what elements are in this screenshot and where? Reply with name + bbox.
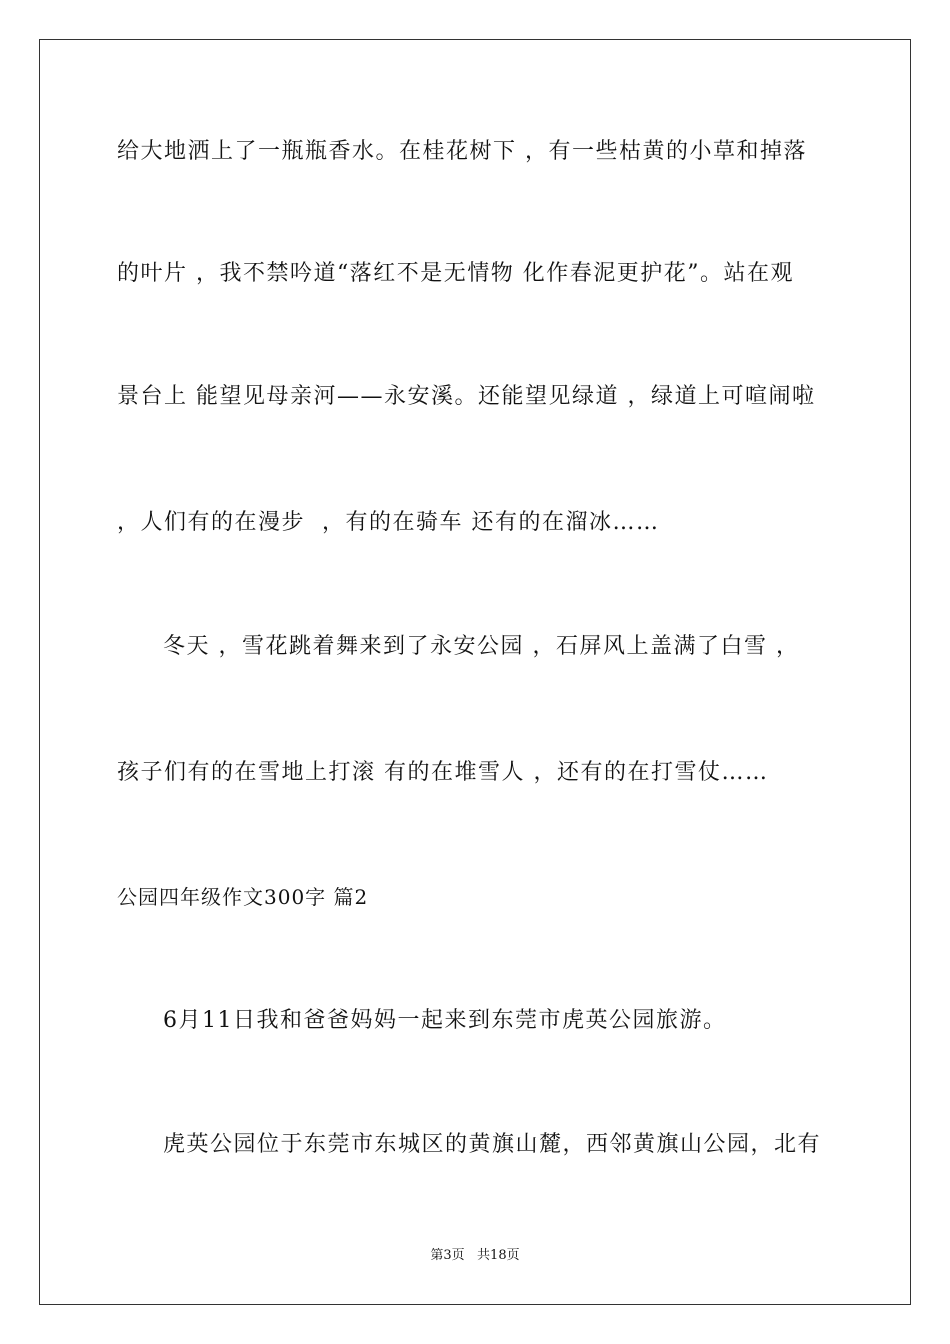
- paragraph-line: 给大地洒上了一瓶瓶香水。在桂花树下 ，有一些枯黄的小草和掉落: [117, 139, 807, 164]
- paragraph-line: 虎英公园位于东莞市东城区的黄旗山麓，西邻黄旗山公园，北有: [163, 1132, 822, 1157]
- paragraph-line: 景台上 能望见母亲河——永安溪。还能望见绿道 ，绿道上可喧闹啦: [117, 384, 816, 409]
- section-heading: 公园四年级作文300字 篇2: [117, 885, 369, 909]
- paragraph-line: 6月11日我和爸爸妈妈一起来到东莞市虎英公园旅游。: [163, 1008, 727, 1033]
- page-number-footer: 第3页 共18页: [430, 1248, 520, 1263]
- paragraph-line: ，人们有的在漫步 ，有的在骑车 还有的在溜冰……: [117, 510, 660, 535]
- paragraph-line: 冬天 ，雪花跳着舞来到了永安公园 ，石屏风上盖满了白雪 ，: [163, 634, 800, 659]
- page-border: [39, 39, 911, 1305]
- paragraph-line: 孩子们有的在雪地上打滚 有的在堆雪人 ，还有的在打雪仗……: [117, 760, 769, 785]
- paragraph-line: 的叶片 ，我不禁吟道“落红不是无情物 化作春泥更护花”。站在观: [117, 261, 794, 286]
